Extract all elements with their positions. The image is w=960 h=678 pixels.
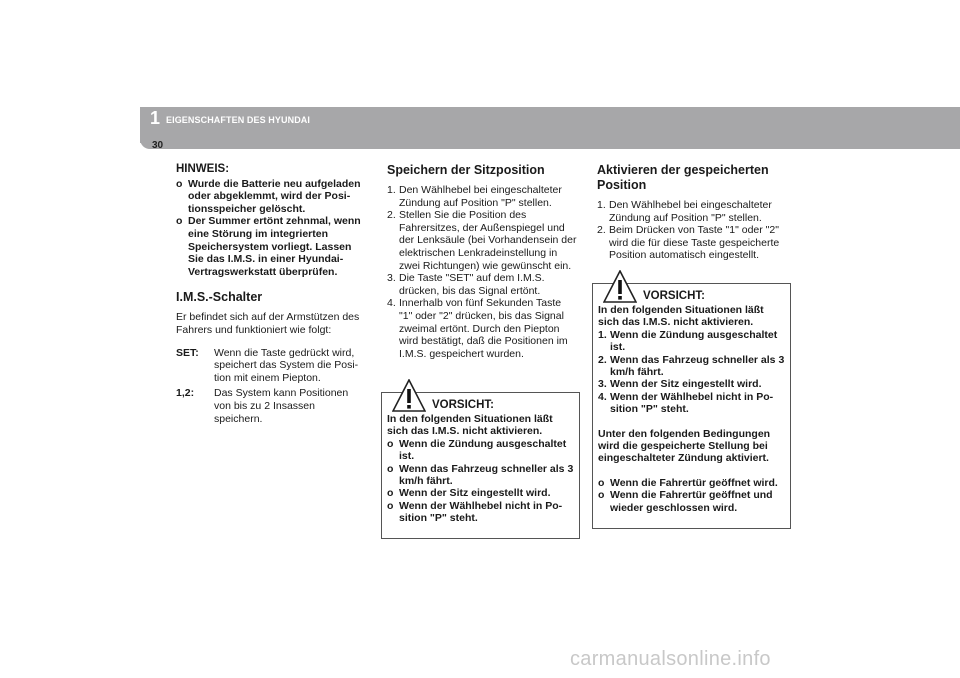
warning-item: o Wenn die Fahrertür geöffnet wird.: [598, 476, 778, 489]
step-text: Die Taste "SET" auf dem I.M.S. drücken, bis das Signal ertönt.: [399, 272, 545, 297]
hinweis-item: [176, 215, 362, 278]
page-tab: [140, 107, 188, 149]
step-marker: 2.: [387, 209, 396, 222]
step-item: [387, 297, 577, 360]
warning-intro-2: Unter den folgenden Bedingungen wird die gespeicherte Stellung bei eingeschalteter Zündung aktiviert.: [598, 427, 771, 465]
column-middle: [387, 163, 577, 360]
warning-item: 3. Wenn der Sitz eingestellt wird.: [598, 378, 762, 391]
definition-text: Das System kann Positionen von bis zu 2 Insassen speichern.: [214, 387, 349, 425]
hinweis-item: [176, 178, 362, 216]
schalter-title: I.M.S.-Schalter: [176, 290, 263, 305]
hinweis-text: Wurde die Batterie neu aufgeladen oder abgeklemmt, wird der Posi-tionsspeicher gelöscht.: [188, 177, 361, 215]
step-item: [387, 184, 577, 209]
warning-item: o Wenn die Zündung ausgeschaltet ist.: [387, 437, 567, 463]
definition-key: 1,2:: [176, 387, 195, 400]
chapter-title: EIGENSCHAFTEN DES HYUNDAI: [166, 115, 311, 125]
column-right: [597, 163, 787, 262]
section-title: Speichern der Sitzposition: [387, 163, 545, 177]
bullet-marker: o: [176, 177, 183, 190]
chapter-number: 1: [150, 108, 161, 128]
hinweis-title: HINWEIS:: [176, 163, 230, 175]
page-number: 30: [152, 140, 164, 151]
watermark: carmanualsonline.info: [570, 648, 771, 670]
hinweis-text: Der Summer ertönt zehnmal, wenn eine Störung im integrierten Speichersystem vorliegt. Lassen Sie das I.M.S. in einer Hyundai-Vertragswerkstatt überprüfen.: [188, 215, 361, 278]
step-item: [387, 272, 577, 297]
warning-title: VORSICHT:: [643, 290, 705, 302]
warning-item: 1. Wenn die Zündung ausgeschaltet ist.: [598, 328, 778, 354]
step-text: Den Wählhebel bei eingeschalteter Zündung auf Position "P" stellen.: [399, 184, 562, 209]
warning-item: o Wenn die Fahrertür geöffnet und wieder geschlossen wird.: [598, 489, 773, 514]
warning-box: [592, 283, 791, 529]
step-text: Stellen Sie die Position des Fahrersitzes, der Außenspiegel und der Lenksäule (bei Vorhandensein der elektrischen Lenkradeinstellung in zwei Richtungen) wie gewünscht ein.: [399, 209, 577, 272]
step-marker: 2.: [597, 224, 606, 237]
step-item: [597, 224, 787, 262]
section-title: Aktivieren der gespeicherten Position: [597, 163, 769, 192]
warning-box: [381, 392, 580, 539]
warning-item: o Wenn der Wählhebel nicht in Po-sition "P" steht.: [387, 499, 563, 525]
step-text: Beim Drücken von Taste "1" oder "2" wird die für diese Taste gespeicherte Position automatisch eingestellt.: [609, 224, 780, 262]
definition-key: SET:: [176, 346, 199, 359]
warning-item: 2. Wenn das Fahrzeug schneller als 3 km/h fährt.: [598, 353, 785, 379]
step-marker: 1.: [387, 184, 396, 196]
step-text: Den Wählhebel bei eingeschalteter Zündung auf Position "P" stellen.: [609, 199, 772, 224]
step-marker: 1.: [597, 199, 606, 211]
warning-icon: [603, 270, 637, 304]
bullet-marker: o: [176, 215, 183, 228]
header-band-lower: [187, 143, 960, 149]
step-marker: 3.: [387, 272, 396, 285]
header-band: [140, 107, 960, 143]
definition-text: Wenn die Taste gedrückt wird, speichert das System die Posi-tion mit einem Piepton.: [214, 346, 359, 384]
step-item: [387, 209, 577, 272]
warning-intro: In den folgenden Situationen läßt sich das I.M.S. nicht aktivieren.: [598, 304, 764, 329]
column-left: [176, 163, 362, 425]
step-marker: 4.: [387, 297, 396, 310]
step-text: Innerhalb von fünf Sekunden Taste "1" oder "2" drücken, bis das Signal zweimal ertönt. Durch den Piepton wird bestätigt, daß die Positionen im I.M.S. gespeichert wurden.: [399, 297, 568, 360]
warning-intro: In den folgenden Situationen läßt sich das I.M.S. nicht aktivieren.: [387, 413, 553, 438]
warning-icon: [392, 379, 426, 413]
definition-row: [176, 347, 362, 385]
step-item: [597, 199, 787, 224]
warning-item: 4. Wenn der Wählhebel nicht in Po-sition "P" steht.: [598, 390, 774, 416]
warning-item: o Wenn der Sitz eingestellt wird.: [387, 487, 551, 500]
warning-item: o Wenn das Fahrzeug schneller als 3 km/h fährt.: [387, 462, 574, 488]
schalter-intro: Er befindet sich auf der Armstützen des Fahrers und funktioniert wie folgt:: [176, 311, 360, 336]
warning-title: VORSICHT:: [432, 399, 494, 411]
definition-row: [176, 387, 362, 425]
